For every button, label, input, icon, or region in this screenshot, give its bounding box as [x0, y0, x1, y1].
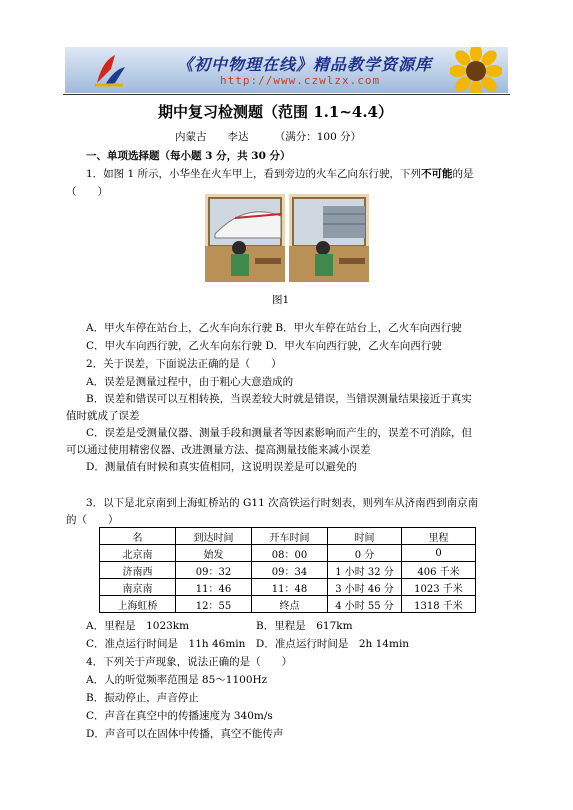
figure-1-right — [289, 194, 369, 282]
q4-stem: 4．下列关于声现象，说法正确的是（ ） — [86, 656, 293, 668]
table-cell: 0 分 — [328, 545, 402, 562]
q3-option-a: A．里程是 1023km — [86, 620, 190, 632]
table-cell: 09：34 — [252, 562, 328, 579]
q4-option-d: D．声音可以在固体中传播，真空不能传声 — [86, 728, 284, 740]
q3-option-b: B．里程是 617km — [256, 620, 353, 632]
table-cell: 终点 — [252, 596, 328, 613]
q3-stem: 3．以下是北京南到上海虹桥站的 G11 次高铁运行时刻表，则列车从济南西到南京南 — [86, 497, 479, 509]
table-cell: 始发 — [176, 545, 252, 562]
q1-options-ab: A．甲火车停在站台上，乙火车向东行驶 B．甲火车停在站台上，乙火车向西行驶 — [86, 322, 462, 334]
q1-options-cd: C．甲火车向西行驶，乙火车向东行驶 D．甲火车向西行驶，乙火车向西行驶 — [86, 340, 442, 352]
q1-stem-emphasis: 不可能 — [421, 168, 453, 180]
q4-option-a: A．人的听觉频率范围是 85～1100Hz — [86, 674, 268, 686]
table-cell: 406 千米 — [402, 562, 476, 579]
table-header-row — [100, 528, 476, 545]
table-cell: 4 小时 55 分 — [328, 596, 402, 613]
q1-stem-suffix: 的是 — [452, 168, 474, 180]
table-cell: 0 — [402, 545, 476, 562]
q3-stem-cont: 的（ ） — [66, 514, 119, 526]
q2-option-c-cont: 可以通过使用精密仪器、改进测量方法、提高测量技能来减小误差 — [66, 444, 371, 456]
sunflower-icon — [450, 47, 502, 93]
table-header-cell: 时间 — [328, 528, 402, 545]
q2-option-d: D．测量值有时候和真实值相同，这说明误差是可以避免的 — [86, 461, 357, 473]
author-line: 内蒙古 李达 （满分：100 分） — [175, 131, 362, 143]
table-header-cell: 开车时间 — [252, 528, 328, 545]
q2-option-b: B．误差和错误可以互相转换，当误差较大时就是错误，当错误测量结果接近于真实 — [86, 393, 472, 405]
table-cell: 11：46 — [176, 579, 252, 596]
table-cell: 上海虹桥 — [100, 596, 176, 613]
q3-options-cd: C．准点运行时间是 11h 46min D．准点运行时间是 2h 14min — [86, 638, 410, 650]
table-cell: 1318 千米 — [402, 596, 476, 613]
banner-title: 《初中物理在线》精品教学资源库 — [177, 55, 433, 74]
site-logo-icon — [93, 53, 127, 87]
banner-url[interactable]: http://www.czwlzx.com — [220, 74, 381, 87]
q2-option-a: A．误差是测量过程中，由于粗心大意造成的 — [86, 376, 294, 388]
table-row — [100, 562, 476, 579]
header-divider — [63, 94, 510, 95]
table-header-cell: 到达时间 — [176, 528, 252, 545]
q1-stem-text: 1．如图 1 所示，小华坐在火车甲上，看到旁边的火车乙向东行驶，下列 — [86, 168, 422, 180]
table-row — [100, 545, 476, 562]
q1-stem — [86, 166, 474, 181]
figure-1-caption: 图1 — [272, 294, 290, 306]
table-cell: 济南西 — [100, 562, 176, 579]
table-header-cell: 名 — [100, 528, 176, 545]
table-cell: 08：00 — [252, 545, 328, 562]
q4-option-c: C．声音在真空中的传播速度为 340m/s — [86, 710, 273, 722]
table-row — [100, 596, 476, 613]
timetable — [99, 527, 476, 613]
q2-stem: 2．关于误差，下面说法正确的是（ ） — [86, 358, 282, 370]
table-cell: 1 小时 32 分 — [328, 562, 402, 579]
table-cell: 12：55 — [176, 596, 252, 613]
q2-option-b-cont: 值时就成了误差 — [66, 410, 140, 422]
table-header-cell: 里程 — [402, 528, 476, 545]
table-cell: 11：48 — [252, 579, 328, 596]
page-title: 期中复习检测题（范围 1.1~4.4） — [158, 103, 393, 121]
table-cell: 3 小时 46 分 — [328, 579, 402, 596]
table-cell: 1023 千米 — [402, 579, 476, 596]
table-cell: 南京南 — [100, 579, 176, 596]
section-heading: 一、单项选择题（每小题 3 分，共 30 分） — [86, 150, 291, 162]
q2-option-c: C．误差是受测量仪器、测量手段和测量者等因素影响而产生的，误差不可消除，但 — [86, 427, 473, 439]
figure-1-left — [205, 194, 285, 282]
table-row — [100, 579, 476, 596]
q1-blank: （ ） — [66, 186, 108, 198]
table-cell: 北京南 — [100, 545, 176, 562]
header-banner — [65, 47, 508, 93]
table-cell: 09：32 — [176, 562, 252, 579]
q4-option-b: B．振动停止，声音停止 — [86, 692, 199, 704]
